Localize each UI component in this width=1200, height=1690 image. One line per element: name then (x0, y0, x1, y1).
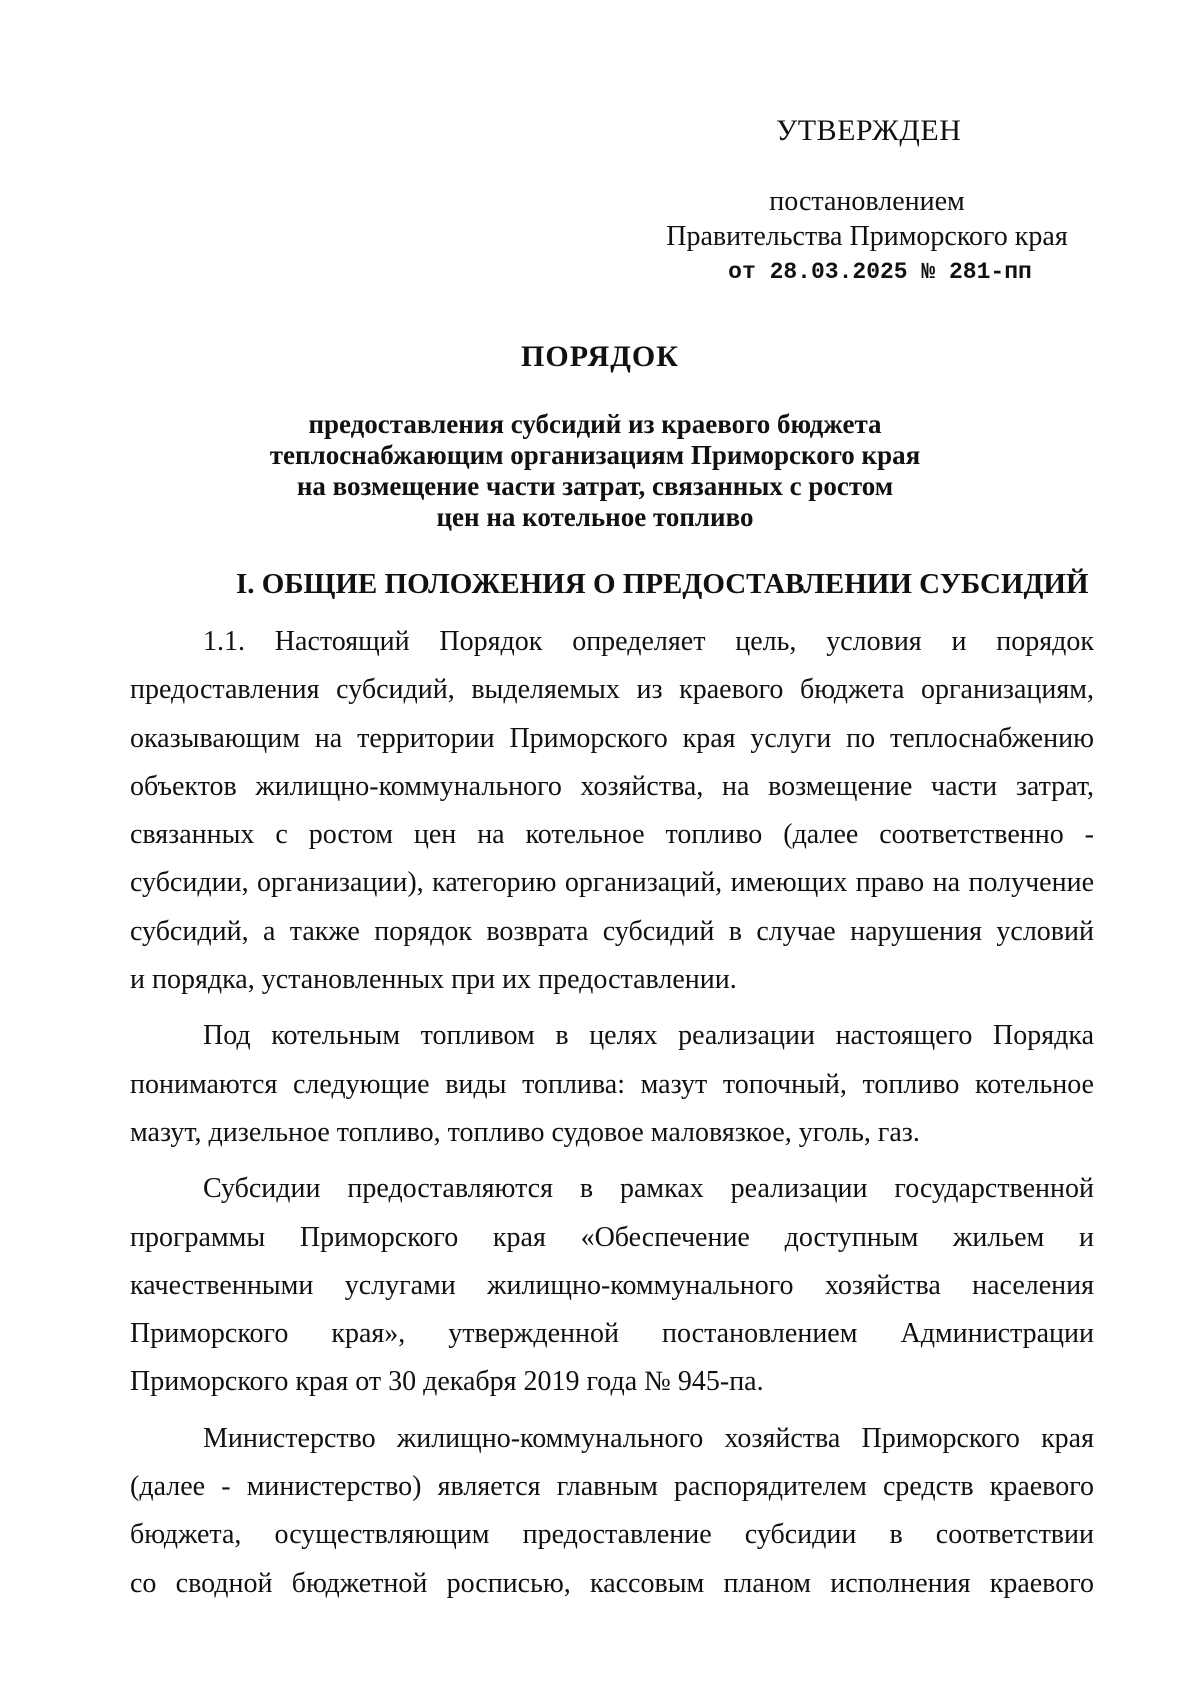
paragraph-line: оказывающим на территории Приморского края услуги по теплоснабжению (130, 722, 1094, 754)
paragraph-line: Субсидии предоставляются в рамках реализации государственной (203, 1173, 1094, 1205)
paragraph-line: Приморского края», утвержденной постановлением Администрации (130, 1318, 1094, 1350)
paragraph-line: 1.1. Настоящий Порядок определяет цель, условия и порядок (203, 626, 1094, 657)
approval-line-government: Правительства Приморского края (666, 221, 1068, 252)
paragraph (130, 1415, 1094, 1608)
paragraph-line: качественными услугами жилищно-коммунального хозяйства населения (130, 1269, 1094, 1301)
subtitle-line: на возмещение части затрат, связанных с ростом (296, 471, 894, 501)
document-subtitle (120, 409, 1070, 533)
section-heading: I. ОБЩИЕ ПОЛОЖЕНИЯ О ПРЕДОСТАВЛЕНИИ СУБСИДИЙ (236, 568, 1089, 600)
paragraph-line: субсидии, организации), категорию организаций, имеющих право на получение (130, 867, 1094, 899)
paragraph-line: (далее - министерство) является главным распорядителем средств краевого (130, 1471, 1094, 1503)
paragraph (130, 1012, 1094, 1157)
document-body (130, 618, 1094, 1608)
subtitle-line: предоставления субсидий из краевого бюджета (308, 409, 882, 439)
approval-stamp-title: УТВЕРЖДЕН (776, 114, 962, 147)
paragraph-line: субсидий, а также порядок возврата субсидий в случае нарушения условий (130, 915, 1094, 947)
approval-line-resolution: постановлением (769, 186, 965, 217)
paragraph-line: и порядка, установленных при их предоставлении. (130, 964, 737, 996)
paragraph-line: Приморского края от 30 декабря 2019 года № 945-па. (130, 1366, 764, 1398)
subtitle-line: теплоснабжающим организациям Приморского края (269, 440, 921, 470)
document-title: ПОРЯДОК (521, 340, 679, 373)
paragraph (130, 618, 1094, 1004)
paragraph-line: бюджета, осуществляющим предоставление субсидии в соответствии (130, 1519, 1094, 1551)
approval-block (648, 184, 1086, 288)
paragraph-line: связанных с ростом цен на котельное топливо (далее соответственно - (130, 819, 1094, 851)
paragraph-line: со сводной бюджетной росписью, кассовым планом исполнения краевого (130, 1567, 1094, 1599)
paragraph-line: программы Приморского края «Обеспечение доступным жильем и (130, 1221, 1094, 1253)
paragraph-line: Министерство жилищно-коммунального хозяйства Приморского края (203, 1422, 1094, 1454)
paragraph-line: объектов жилищно-коммунального хозяйства, на возмещение части затрат, (130, 770, 1094, 802)
paragraph-line: понимаются следующие виды топлива: мазут топочный, топливо котельное (130, 1068, 1094, 1100)
paragraph-line: мазут, дизельное топливо, топливо судовое маловязкое, уголь, газ. (130, 1116, 920, 1148)
paragraph-line: предоставления субсидий, выделяемых из краевого бюджета организациям, (130, 674, 1094, 706)
paragraph (130, 1165, 1094, 1406)
approval-number: от 28.03.2025 № 281-пп (728, 259, 1032, 285)
subtitle-line: цен на котельное топливо (436, 502, 754, 532)
paragraph-line: Под котельным топливом в целях реализации настоящего Порядка (203, 1020, 1094, 1052)
